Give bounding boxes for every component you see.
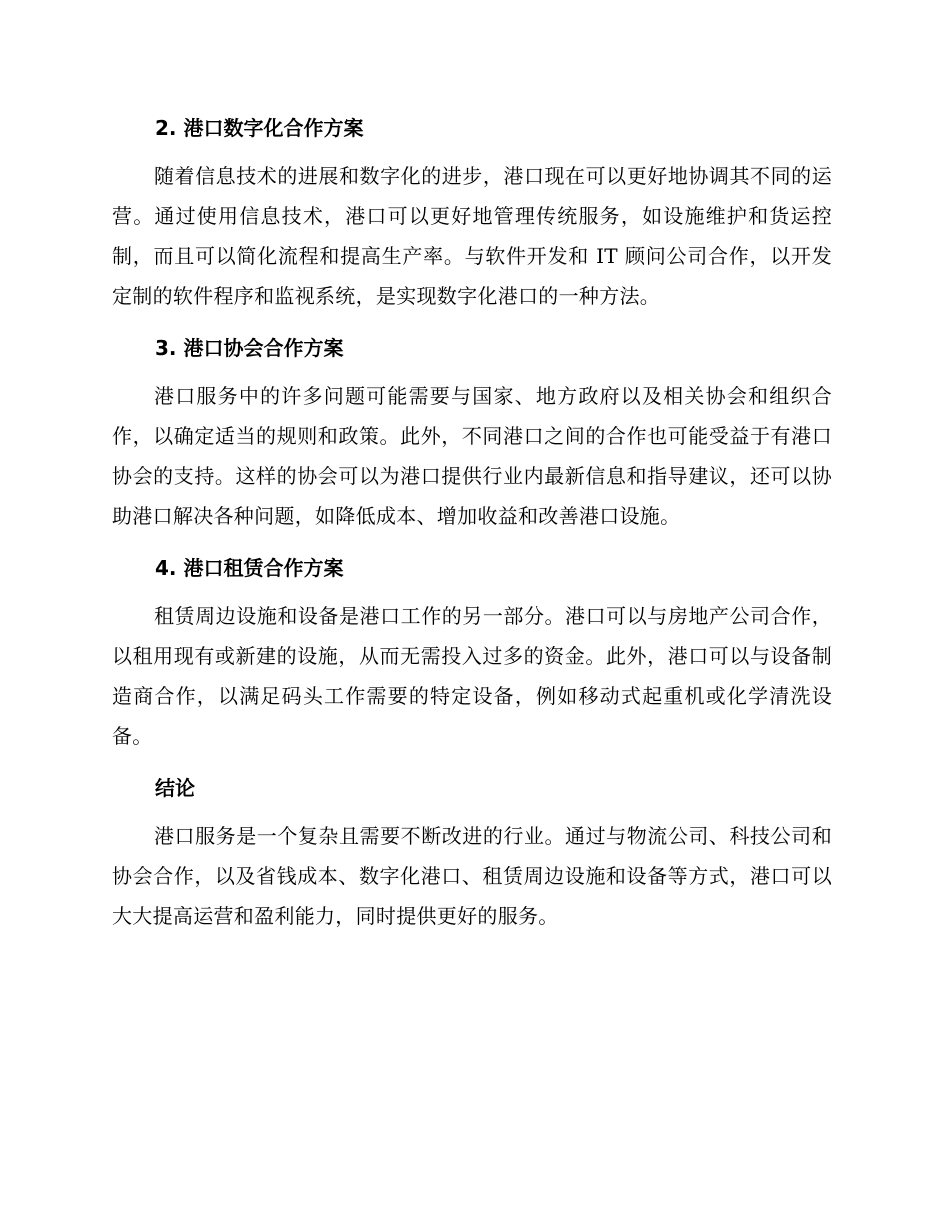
document-page	[112, 108, 832, 948]
section-body-conclusion: 港口服务是一个复杂且需要不断改进的行业。通过与物流公司、科技公司和协会合作，以及省钱成本、数字化港口、租赁周边设施和设备等方式，港口可以大大提高运营和盈利能力，同时提供更好的服务。	[112, 824, 832, 928]
section-heading-digital: 2. 港口数字化合作方案	[155, 116, 364, 140]
section-heading-association: 3. 港口协会合作方案	[155, 336, 344, 360]
section-body-association: 港口服务中的许多问题可能需要与国家、地方政府以及相关协会和组织合作，以确定适当的规则和政策。此外，不同港口之间的合作也可能受益于有港口协会的支持。这样的协会可以为港口提供行业内最新信息和指导建议，还可以协助港口解决各种问题，如降低成本、增加收益和改善港口设施。	[112, 384, 832, 528]
section-body-leasing: 租赁周边设施和设备是港口工作的另一部分。港口可以与房地产公司合作，以租用现有或新建的设施，从而无需投入过多的资金。此外，港口可以与设备制造商合作，以满足码头工作需要的特定设备，例如移动式起重机或化学清洗设备。	[112, 604, 832, 748]
section-body-digital: 随着信息技术的进展和数字化的进步，港口现在可以更好地协调其不同的运营。通过使用信息技术，港口可以更好地管理传统服务，如设施维护和货运控制，而且可以简化流程和提高生产率。与软件开发和 IT 顾问公司合作，以开发定制的软件程序和监视系统，是实现数字化港口的一种方法。	[112, 164, 832, 308]
section-heading-conclusion: 结论	[155, 776, 195, 800]
section-heading-leasing: 4. 港口租赁合作方案	[155, 556, 344, 580]
